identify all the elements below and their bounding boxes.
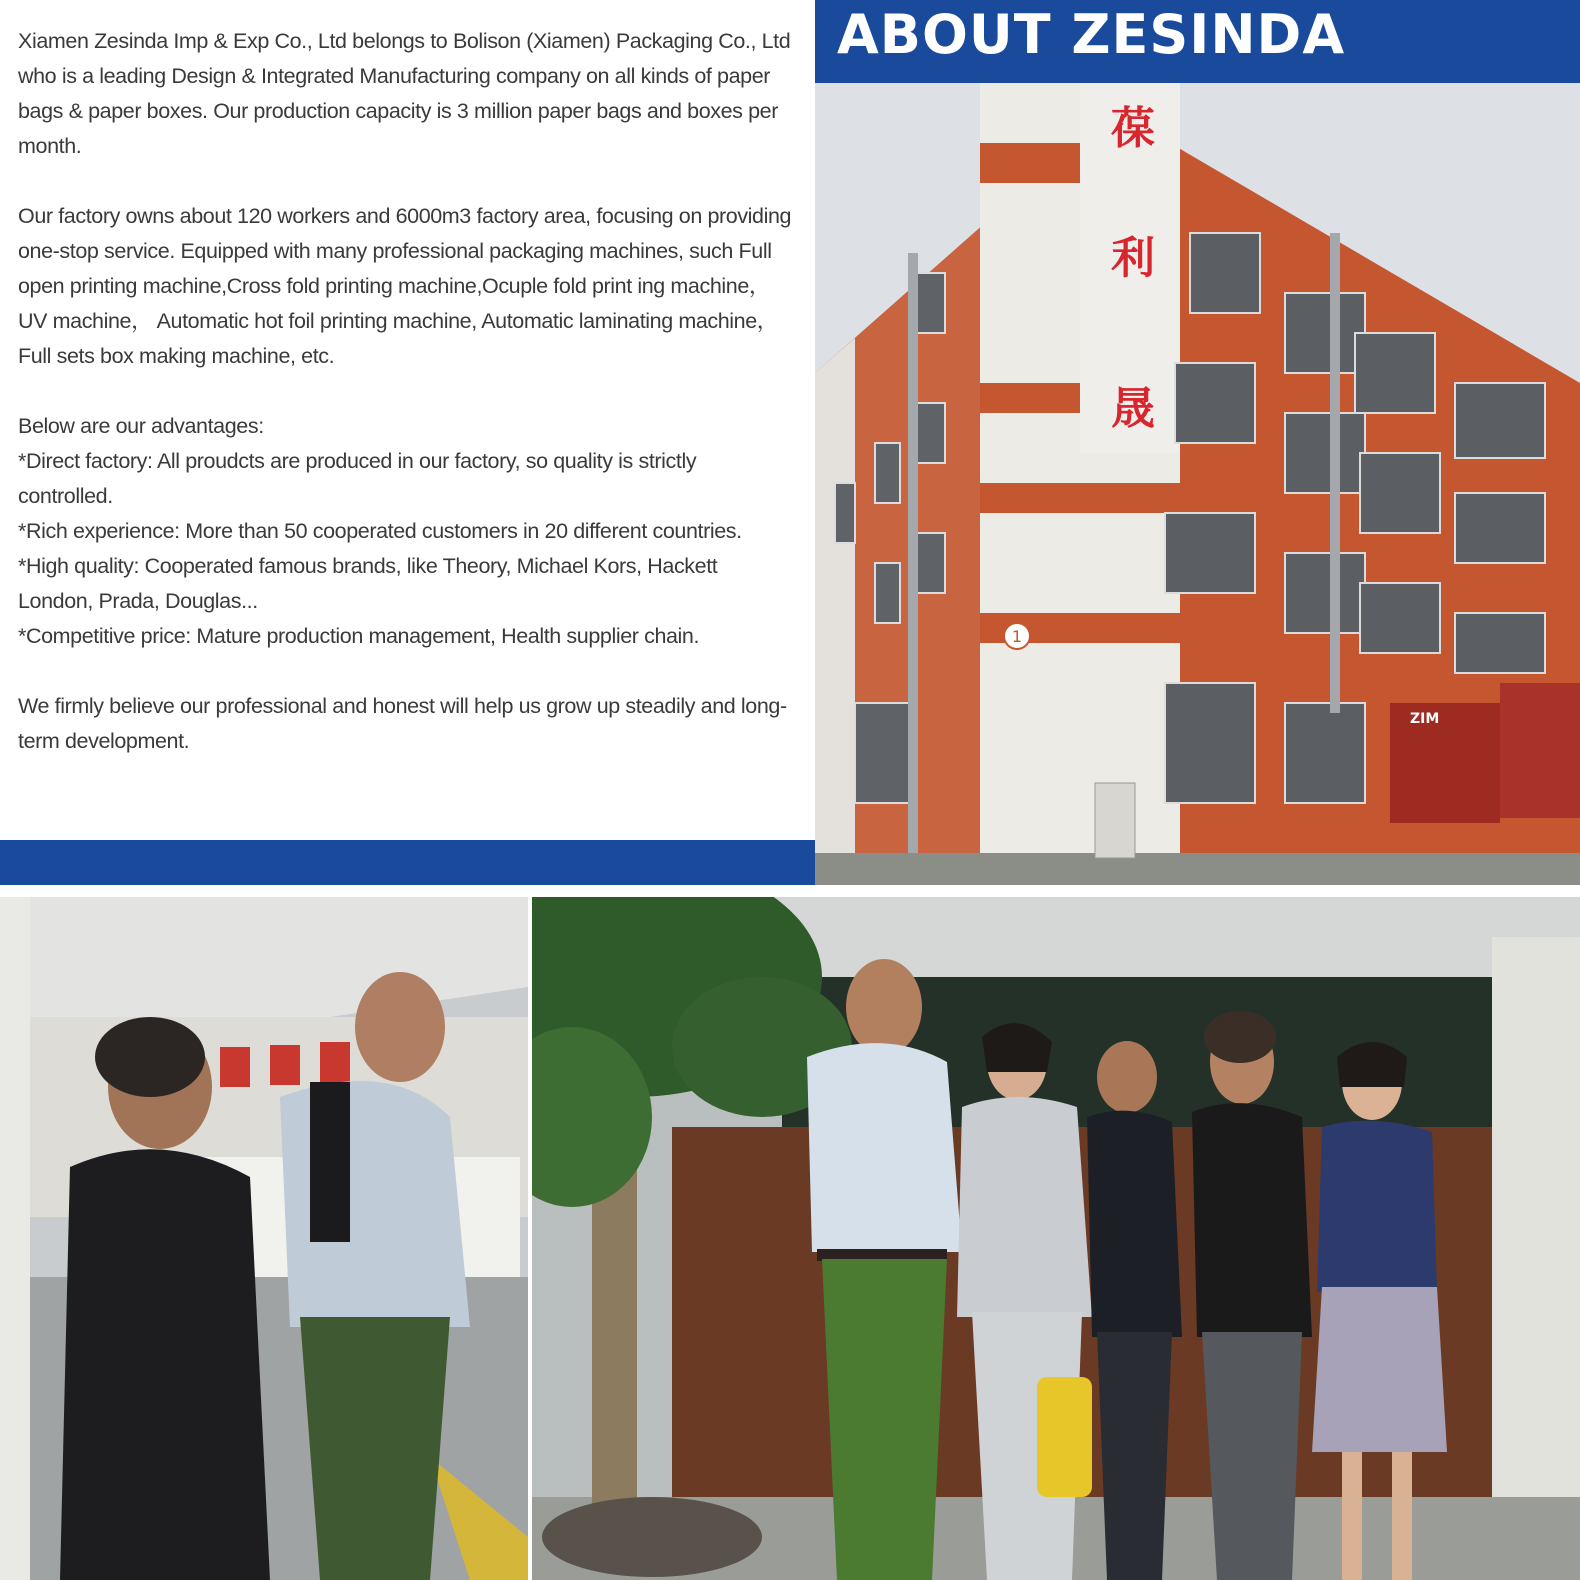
advantage-item: *High quality: Cooperated famous brands, like Theory, Michael Kors, Hackett London, Prada, Douglas... bbox=[18, 554, 718, 613]
advantage-item: *Direct factory: All proudcts are produced in our factory, so quality is strictly controlled. bbox=[18, 449, 697, 508]
group-visit-photo bbox=[532, 897, 1580, 1580]
intro-paragraph-company: Xiamen Zesinda Imp & Exp Co., Ltd belongs to Bolison (Xiamen) Packaging Co., Ltd who is a leading Design & Integrated Manufacturing company on all kinds of paper bags & paper boxes. Our production capacity is 3 million paper bags and boxes per month. bbox=[18, 29, 791, 158]
factory-building-photo bbox=[815, 83, 1580, 885]
about-heading bbox=[815, 0, 1580, 83]
advantages-heading: Below are our advantages: bbox=[18, 414, 264, 438]
section-divider bbox=[0, 885, 1580, 897]
company-intro-panel bbox=[0, 0, 815, 840]
closing-paragraph: We firmly believe our professional and honest will help us grow up steadily and long-term development. bbox=[18, 694, 787, 753]
advantages-list bbox=[18, 444, 795, 654]
factory-floor-illustration bbox=[0, 897, 528, 1580]
blue-footer-bar bbox=[0, 840, 815, 885]
floor-number: 1 bbox=[1011, 627, 1023, 646]
group-photo-illustration bbox=[532, 897, 1580, 1580]
intro-paragraph-factory: Our factory owns about 120 workers and 6000m3 factory area, focusing on providing one-stop service. Equipped with many professional packaging machines, such Full open printing machine,Cross fold printing machine,Ocuple fold print ing machine， UV machine， Automatic hot foil printing machine, Automatic laminating machine， Full sets box making machine, etc. bbox=[18, 204, 792, 368]
sign-char-1: 葆 bbox=[1111, 103, 1155, 154]
container-label: ZIM bbox=[1410, 711, 1440, 727]
advantage-item: *Competitive price: Mature production management, Health supplier chain. bbox=[18, 624, 700, 648]
about-title: ABOUT ZESINDA bbox=[837, 3, 1346, 66]
advantage-item: *Rich experience: More than 50 cooperated customers in 20 different countries. bbox=[18, 519, 742, 543]
sign-char-3: 晟 bbox=[1111, 383, 1155, 434]
sign-char-2: 利 bbox=[1111, 233, 1155, 284]
factory-visit-photo bbox=[0, 897, 528, 1580]
building-illustration bbox=[815, 83, 1580, 885]
